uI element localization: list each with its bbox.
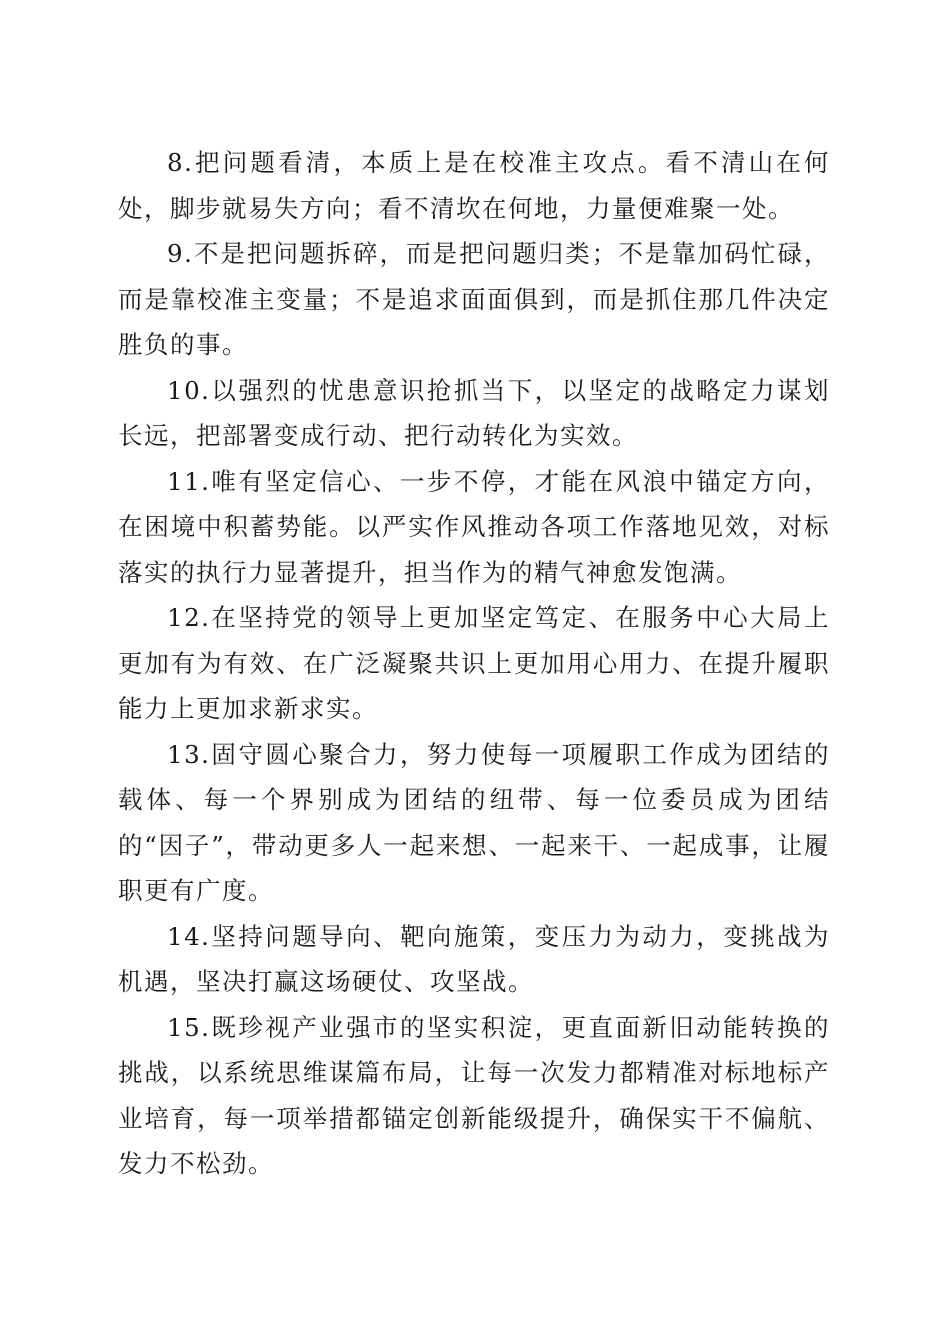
paragraph-14: 14.坚持问题导向、靶向施策，变压力为动力，变挑战为机遇，坚决打赢这场硬仗、攻坚战。 xyxy=(118,921,830,996)
document-body xyxy=(118,140,830,1187)
paragraph-12: 12.在坚持党的领导上更加坚定笃定、在服务中心大局上更加有为有效、在广泛凝聚共识上更加用心用力、在提升履职能力上更加求新求实。 xyxy=(118,603,830,723)
paragraph-8: 8.把问题看清，本质上是在校准主攻点。看不清山在何处，脚步就易失方向；看不清坎在何地，力量便难聚一处。 xyxy=(118,148,830,223)
paragraph-13: 13.固守圆心聚合力，努力使每一项履职工作成为团结的载体、每一个界别成为团结的纽带、每一位委员成为团结的“因子”，带动更多人一起来想、一起来干、一起成事，让履职更有广度。 xyxy=(118,739,830,905)
paragraph-11: 11.唯有坚定信心、一步不停，才能在风浪中锚定方向，在困境中积蓄势能。以严实作风推动各项工作落地见效，对标落实的执行力显著提升，担当作为的精气神愈发饱满。 xyxy=(118,466,830,587)
paragraph-9: 9.不是把问题拆碎，而是把问题归类；不是靠加码忙碌，而是靠校准主变量；不是追求面面俱到，而是抓住那几件决定胜负的事。 xyxy=(118,239,830,359)
paragraph-15: 15.既珍视产业强市的坚实积淀，更直面新旧动能转换的挑战，以系统思维谋篇布局，让每一次发力都精准对标地标产业培育，每一项举措都锚定创新能级提升，确保实干不偏航、发力不松劲。 xyxy=(118,1012,830,1178)
paragraph-10: 10.以强烈的忧患意识抢抓当下，以坚定的战略定力谋划长远，把部署变成行动、把行动转化为实效。 xyxy=(118,375,830,450)
